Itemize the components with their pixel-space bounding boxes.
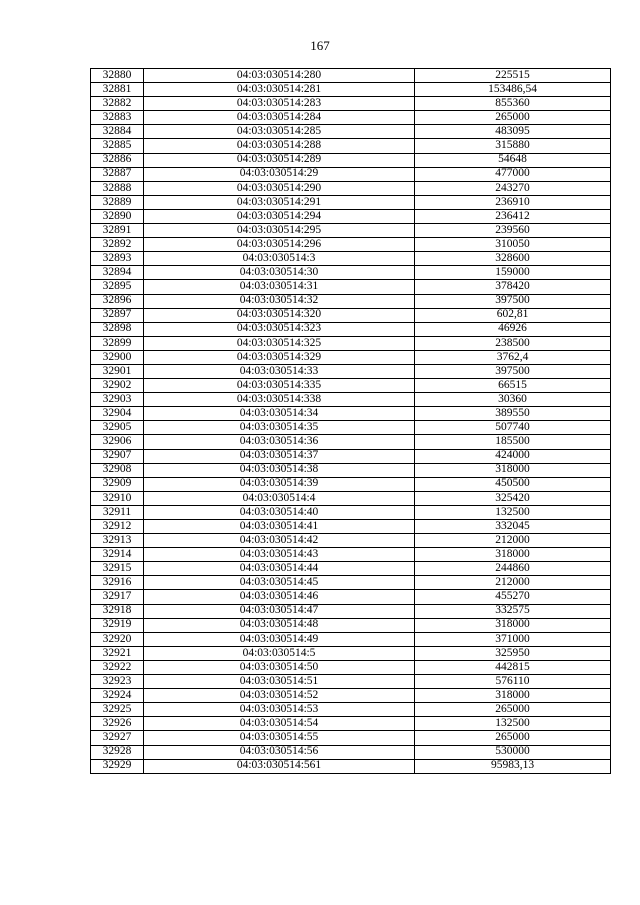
row-number-cell: 32919 [91, 618, 144, 632]
row-number-cell: 32916 [91, 576, 144, 590]
table-row [91, 336, 611, 350]
value-cell: 244860 [415, 562, 611, 576]
table-row [91, 660, 611, 674]
table-row [91, 548, 611, 562]
value-cell: 477000 [415, 167, 611, 181]
value-cell: 153486,54 [415, 83, 611, 97]
table-row [91, 83, 611, 97]
row-number-cell: 32925 [91, 703, 144, 717]
table-row [91, 224, 611, 238]
table-row [91, 167, 611, 181]
table-row [91, 731, 611, 745]
value-cell: 424000 [415, 449, 611, 463]
cadastral-number-cell: 04:03:030514:289 [144, 153, 415, 167]
row-number-cell: 32890 [91, 209, 144, 223]
value-cell: 325950 [415, 646, 611, 660]
cadastral-number-cell: 04:03:030514:285 [144, 125, 415, 139]
table-row [91, 689, 611, 703]
cadastral-number-cell: 04:03:030514:33 [144, 364, 415, 378]
cadastral-number-cell: 04:03:030514:284 [144, 111, 415, 125]
table-body [91, 69, 611, 774]
value-cell: 66515 [415, 379, 611, 393]
table-row [91, 280, 611, 294]
cadastral-number-cell: 04:03:030514:338 [144, 393, 415, 407]
cadastral-number-cell: 04:03:030514:283 [144, 97, 415, 111]
value-cell: 328600 [415, 252, 611, 266]
table-row [91, 181, 611, 195]
cadastral-number-cell: 04:03:030514:43 [144, 548, 415, 562]
cadastral-number-cell: 04:03:030514:291 [144, 195, 415, 209]
value-cell: 238500 [415, 336, 611, 350]
cadastral-number-cell: 04:03:030514:50 [144, 660, 415, 674]
cadastral-number-cell: 04:03:030514:294 [144, 209, 415, 223]
row-number-cell: 32896 [91, 294, 144, 308]
value-cell: 318000 [415, 463, 611, 477]
table-row [91, 618, 611, 632]
row-number-cell: 32895 [91, 280, 144, 294]
row-number-cell: 32920 [91, 632, 144, 646]
table-row [91, 350, 611, 364]
table-row [91, 604, 611, 618]
row-number-cell: 32918 [91, 604, 144, 618]
value-cell: 455270 [415, 590, 611, 604]
row-number-cell: 32887 [91, 167, 144, 181]
cadastral-number-cell: 04:03:030514:290 [144, 181, 415, 195]
cadastral-number-cell: 04:03:030514:40 [144, 505, 415, 519]
table-row [91, 505, 611, 519]
cadastral-number-cell: 04:03:030514:335 [144, 379, 415, 393]
cadastral-number-cell: 04:03:030514:46 [144, 590, 415, 604]
table-row [91, 97, 611, 111]
table-row [91, 745, 611, 759]
row-number-cell: 32908 [91, 463, 144, 477]
table-row [91, 195, 611, 209]
cadastral-number-cell: 04:03:030514:323 [144, 322, 415, 336]
row-number-cell: 32900 [91, 350, 144, 364]
row-number-cell: 32883 [91, 111, 144, 125]
page-number: 167 [310, 38, 330, 53]
value-cell: 95983,13 [415, 759, 611, 773]
row-number-cell: 32903 [91, 393, 144, 407]
table-row [91, 534, 611, 548]
row-number-cell: 32885 [91, 139, 144, 153]
value-cell: 530000 [415, 745, 611, 759]
value-cell: 265000 [415, 731, 611, 745]
cadastral-number-cell: 04:03:030514:42 [144, 534, 415, 548]
value-cell: 132500 [415, 717, 611, 731]
cadastral-number-cell: 04:03:030514:280 [144, 69, 415, 83]
row-number-cell: 32894 [91, 266, 144, 280]
table-row [91, 139, 611, 153]
cadastral-number-cell: 04:03:030514:52 [144, 689, 415, 703]
row-number-cell: 32923 [91, 675, 144, 689]
cadastral-number-cell: 04:03:030514:5 [144, 646, 415, 660]
value-cell: 378420 [415, 280, 611, 294]
cadastral-number-cell: 04:03:030514:35 [144, 421, 415, 435]
table-row [91, 576, 611, 590]
value-cell: 212000 [415, 534, 611, 548]
row-number-cell: 32917 [91, 590, 144, 604]
value-cell: 3762,4 [415, 350, 611, 364]
table-row [91, 379, 611, 393]
value-cell: 239560 [415, 224, 611, 238]
table-row [91, 675, 611, 689]
row-number-cell: 32915 [91, 562, 144, 576]
row-number-cell: 32924 [91, 689, 144, 703]
row-number-cell: 32892 [91, 238, 144, 252]
cadastral-number-cell: 04:03:030514:34 [144, 407, 415, 421]
row-number-cell: 32893 [91, 252, 144, 266]
value-cell: 225515 [415, 69, 611, 83]
row-number-cell: 32902 [91, 379, 144, 393]
table-row [91, 717, 611, 731]
row-number-cell: 32910 [91, 491, 144, 505]
value-cell: 318000 [415, 689, 611, 703]
cadastral-number-cell: 04:03:030514:45 [144, 576, 415, 590]
cadastral-number-cell: 04:03:030514:44 [144, 562, 415, 576]
value-cell: 46926 [415, 322, 611, 336]
row-number-cell: 32891 [91, 224, 144, 238]
row-number-cell: 32897 [91, 308, 144, 322]
value-cell: 397500 [415, 364, 611, 378]
value-cell: 159000 [415, 266, 611, 280]
cadastral-number-cell: 04:03:030514:51 [144, 675, 415, 689]
value-cell: 332045 [415, 520, 611, 534]
table-row [91, 463, 611, 477]
value-cell: 318000 [415, 548, 611, 562]
row-number-cell: 32886 [91, 153, 144, 167]
value-cell: 397500 [415, 294, 611, 308]
row-number-cell: 32882 [91, 97, 144, 111]
value-cell: 185500 [415, 435, 611, 449]
row-number-cell: 32904 [91, 407, 144, 421]
row-number-cell: 32905 [91, 421, 144, 435]
value-cell: 265000 [415, 111, 611, 125]
cadastral-number-cell: 04:03:030514:281 [144, 83, 415, 97]
cadastral-number-cell: 04:03:030514:30 [144, 266, 415, 280]
cadastral-number-cell: 04:03:030514:56 [144, 745, 415, 759]
row-number-cell: 32889 [91, 195, 144, 209]
value-cell: 332575 [415, 604, 611, 618]
table-row [91, 238, 611, 252]
row-number-cell: 32906 [91, 435, 144, 449]
value-cell: 483095 [415, 125, 611, 139]
value-cell: 54648 [415, 153, 611, 167]
table-row [91, 364, 611, 378]
cadastral-number-cell: 04:03:030514:320 [144, 308, 415, 322]
table-row [91, 520, 611, 534]
table-row [91, 759, 611, 773]
cadastral-number-cell: 04:03:030514:49 [144, 632, 415, 646]
value-cell: 132500 [415, 505, 611, 519]
value-cell: 602,81 [415, 308, 611, 322]
table-row [91, 322, 611, 336]
table-row [91, 703, 611, 717]
table-row [91, 393, 611, 407]
value-cell: 315880 [415, 139, 611, 153]
row-number-cell: 32888 [91, 181, 144, 195]
row-number-cell: 32926 [91, 717, 144, 731]
row-number-cell: 32880 [91, 69, 144, 83]
row-number-cell: 32929 [91, 759, 144, 773]
row-number-cell: 32921 [91, 646, 144, 660]
value-cell: 450500 [415, 477, 611, 491]
value-cell: 855360 [415, 97, 611, 111]
cadastral-number-cell: 04:03:030514:329 [144, 350, 415, 364]
row-number-cell: 32901 [91, 364, 144, 378]
row-number-cell: 32927 [91, 731, 144, 745]
row-number-cell: 32907 [91, 449, 144, 463]
value-cell: 318000 [415, 618, 611, 632]
cadastral-number-cell: 04:03:030514:3 [144, 252, 415, 266]
cadastral-number-cell: 04:03:030514:31 [144, 280, 415, 294]
table-row [91, 562, 611, 576]
table-row [91, 153, 611, 167]
cadastral-number-cell: 04:03:030514:32 [144, 294, 415, 308]
cadastral-value-table [90, 68, 611, 774]
cadastral-number-cell: 04:03:030514:325 [144, 336, 415, 350]
cadastral-number-cell: 04:03:030514:41 [144, 520, 415, 534]
row-number-cell: 32912 [91, 520, 144, 534]
table-row [91, 266, 611, 280]
table-row [91, 632, 611, 646]
cadastral-number-cell: 04:03:030514:561 [144, 759, 415, 773]
table-row [91, 111, 611, 125]
row-number-cell: 32899 [91, 336, 144, 350]
row-number-cell: 32898 [91, 322, 144, 336]
table-row [91, 491, 611, 505]
cadastral-number-cell: 04:03:030514:55 [144, 731, 415, 745]
cadastral-number-cell: 04:03:030514:53 [144, 703, 415, 717]
value-cell: 212000 [415, 576, 611, 590]
value-cell: 576110 [415, 675, 611, 689]
cadastral-number-cell: 04:03:030514:296 [144, 238, 415, 252]
value-cell: 236910 [415, 195, 611, 209]
value-cell: 30360 [415, 393, 611, 407]
table-row [91, 308, 611, 322]
row-number-cell: 32922 [91, 660, 144, 674]
cadastral-number-cell: 04:03:030514:36 [144, 435, 415, 449]
table-row [91, 294, 611, 308]
table-row [91, 252, 611, 266]
cadastral-number-cell: 04:03:030514:29 [144, 167, 415, 181]
row-number-cell: 32884 [91, 125, 144, 139]
cadastral-number-cell: 04:03:030514:295 [144, 224, 415, 238]
cadastral-number-cell: 04:03:030514:47 [144, 604, 415, 618]
cadastral-number-cell: 04:03:030514:4 [144, 491, 415, 505]
table-row [91, 449, 611, 463]
value-cell: 265000 [415, 703, 611, 717]
value-cell: 310050 [415, 238, 611, 252]
row-number-cell: 32928 [91, 745, 144, 759]
value-cell: 442815 [415, 660, 611, 674]
cadastral-number-cell: 04:03:030514:48 [144, 618, 415, 632]
cadastral-number-cell: 04:03:030514:37 [144, 449, 415, 463]
table-row [91, 125, 611, 139]
cadastral-number-cell: 04:03:030514:38 [144, 463, 415, 477]
table-row [91, 209, 611, 223]
table-row [91, 69, 611, 83]
value-cell: 243270 [415, 181, 611, 195]
cadastral-number-cell: 04:03:030514:39 [144, 477, 415, 491]
value-cell: 507740 [415, 421, 611, 435]
cadastral-number-cell: 04:03:030514:288 [144, 139, 415, 153]
row-number-cell: 32913 [91, 534, 144, 548]
table-row [91, 435, 611, 449]
row-number-cell: 32909 [91, 477, 144, 491]
value-cell: 389550 [415, 407, 611, 421]
row-number-cell: 32911 [91, 505, 144, 519]
value-cell: 236412 [415, 209, 611, 223]
row-number-cell: 32914 [91, 548, 144, 562]
row-number-cell: 32881 [91, 83, 144, 97]
table-row [91, 421, 611, 435]
table-row [91, 646, 611, 660]
value-cell: 325420 [415, 491, 611, 505]
value-cell: 371000 [415, 632, 611, 646]
table-row [91, 407, 611, 421]
cadastral-number-cell: 04:03:030514:54 [144, 717, 415, 731]
table-row [91, 477, 611, 491]
table-row [91, 590, 611, 604]
